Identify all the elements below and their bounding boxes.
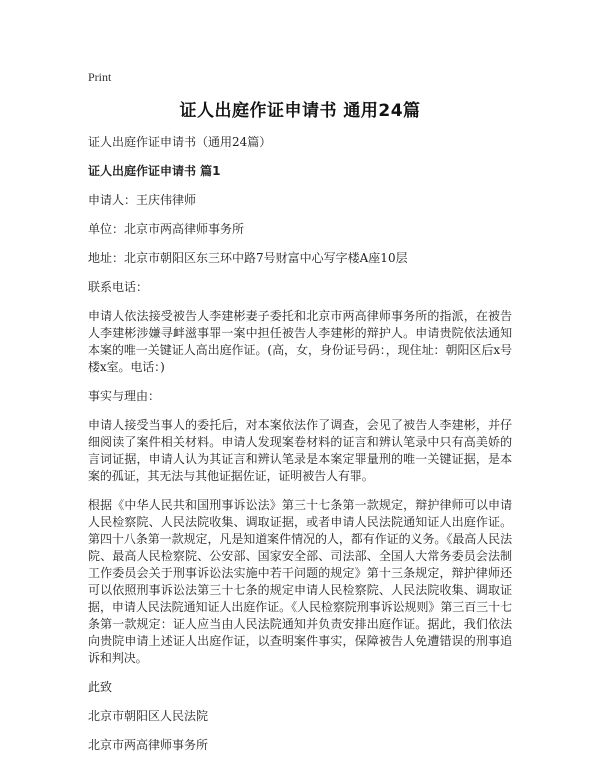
applicant-line: 申请人：王庆伟律师 bbox=[88, 193, 197, 207]
section-heading: 证人出庭作证申请书 篇1 bbox=[88, 164, 221, 178]
print-label: Print bbox=[88, 70, 112, 84]
unit-line: 单位：北京市两高律师事务所 bbox=[88, 222, 245, 236]
document-title: 证人出庭作证申请书 通用24篇 bbox=[179, 101, 421, 121]
paragraph-application: 申请人依法接受被告人李建彬妻子委托和北京市两高律师事务所的指派，在被告人李建彬涉嫌寻衅滋事罪一案中担任被告人李建彬的辩护人。申请贵院依法通知本案的唯一关键证人高出庭作证。(高，女，身份证号码：，现住址：朝阳区后x号楼x室。电话：) bbox=[88, 309, 512, 374]
facts-heading: 事实与理由： bbox=[88, 389, 161, 403]
closing-line: 此致 bbox=[88, 680, 113, 694]
recipient-court: 北京市朝阳区人民法院 bbox=[88, 709, 209, 723]
address-line: 地址：北京市朝阳区东三环中路7号财富中心写字楼A座10层 bbox=[88, 251, 408, 265]
paragraph-legal-basis: 根据《中华人民共和国刑事诉讼法》第三十七条第一款规定，辩护律师可以申请人民检察院、人民法院收集、调取证据，或者申请人民法院通知证人出庭作证。第四十八条第一款规定，凡是知道案件情况的人，都有作证的义务。《最高人民法院、最高人民检察院、公安部、国家安全部、司法部、全国人大常务委员会法制工作委员会关于刑事诉讼法实施中若干问题的规定》第十三条规定，辩护律师还可以依照刑事诉讼法第三十七条的规定申请人民检察院、人民法院收集、调取证据，申请人民法院通知证人出庭作证。《人民检察院刑事诉讼规则》第三百三十七条第一款规定：证人应当由人民法院通知并负责安排出庭作证。据此，我们依法向贵院申请上述证人出庭作证，以查明案件事实，保障被告人免遭错误的刑事追诉和判决。 bbox=[88, 498, 512, 665]
recipient-firm: 北京市两高律师事务所 bbox=[88, 738, 209, 752]
paragraph-facts: 申请人接受当事人的委托后，对本案依法作了调查，会见了被告人李建彬，并仔细阅读了案件相关材料。申请人发现案卷材料的证言和辨认笔录中只有高美娇的言词证据，申请人认为其证言和辨认笔录是本案定罪量刑的唯一关键证据，是本案的孤证，其无法与其他证据佐证，证明被告人有罪。 bbox=[88, 418, 512, 483]
document-subtitle: 证人出庭作证申请书（通用24篇） bbox=[88, 135, 272, 149]
document-body bbox=[88, 134, 512, 766]
phone-line: 联系电话： bbox=[88, 280, 149, 294]
